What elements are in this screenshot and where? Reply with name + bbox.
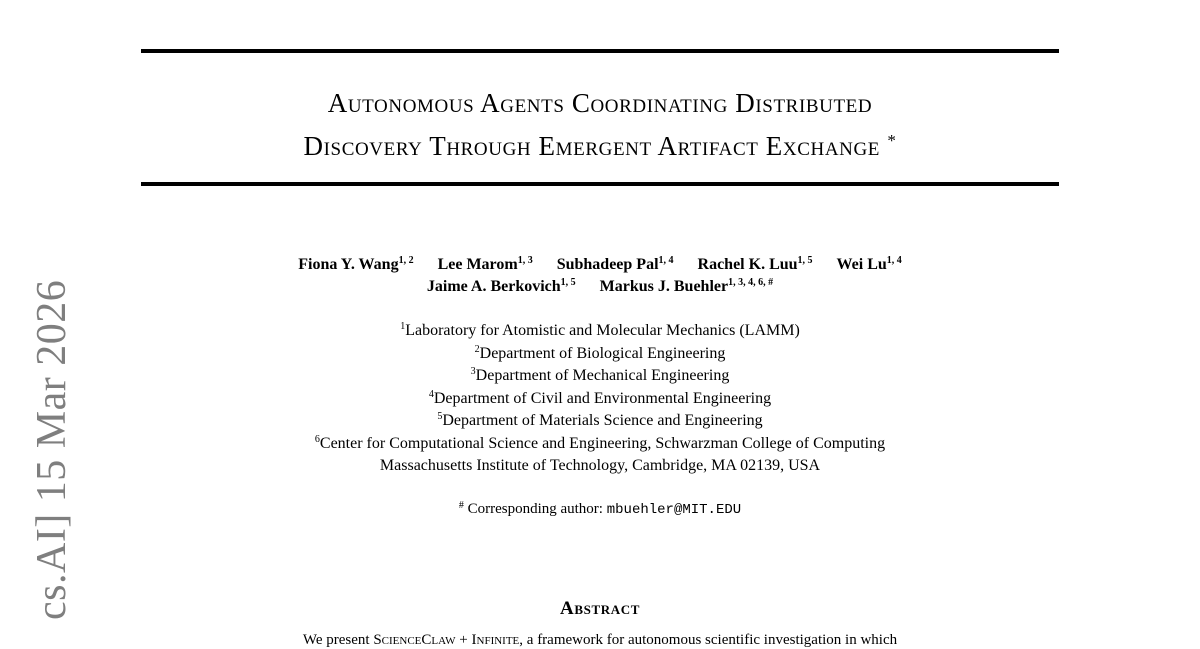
abstract-heading: Abstract: [560, 598, 640, 619]
abstract-system-name-2: Infinite: [471, 632, 520, 648]
author-list: [100, 254, 1100, 298]
affiliation-mark: 4: [428, 388, 434, 400]
author-affiliation-marks: 1, 5: [560, 277, 576, 288]
author-name: Jaime A. Berkovich: [426, 278, 561, 295]
affiliation-line: [100, 365, 1100, 388]
arxiv-identifier-stamp: cs.AI] 15 Mar 2026: [29, 279, 75, 620]
author-name: Subhadeep Pal: [556, 256, 659, 273]
author-affiliation-marks: 1, 3, 4, 6, #: [728, 277, 774, 288]
title-footnote-mark[interactable]: *: [887, 131, 897, 150]
author-name: Lee Marom: [437, 256, 518, 273]
corresponding-author: [100, 500, 1100, 518]
author-name: Wei Lu: [836, 256, 887, 273]
affiliation-list: [100, 320, 1100, 478]
author-name: Markus J. Buehler: [599, 278, 729, 295]
author: [438, 254, 533, 276]
author-affiliation-marks: 1, 4: [886, 255, 902, 266]
affiliation-mark: 3: [470, 366, 476, 377]
affiliation-mark: 5: [437, 411, 443, 422]
author-row-2: [100, 276, 1100, 298]
affiliation-text: Laboratory for Atomistic and Molecular Mechanics (LAMM): [405, 322, 800, 339]
paper-title: [141, 84, 1059, 165]
author: [427, 276, 576, 298]
author: [557, 254, 674, 276]
affiliation-line: [100, 320, 1100, 343]
author-row-1: [100, 254, 1100, 276]
author: [837, 254, 902, 276]
affiliation-line: [100, 410, 1100, 433]
affiliation-text: Department of Civil and Environmental Engineering: [433, 389, 772, 407]
author-name: Fiona Y. Wang: [298, 256, 399, 273]
abstract-plus: +: [459, 632, 468, 648]
affiliation-text: Department of Mechanical Engineering: [475, 367, 730, 384]
affiliation-text: Department of Biological Engineering: [479, 344, 726, 362]
abstract-lead: We present: [302, 632, 370, 648]
title-rule-bottom: [141, 182, 1059, 186]
affiliation-line: [100, 433, 1100, 456]
abstract-rest: , a framework for autonomous scientific investigation in which: [519, 632, 898, 648]
affiliation-line: [100, 343, 1100, 366]
abstract-system-name-1: ScienceClaw: [373, 632, 456, 648]
title-rule-top: [141, 49, 1059, 53]
author-affiliation-marks: 1, 3: [517, 255, 533, 266]
corresponding-mark: #: [458, 500, 464, 511]
title-line-2-text: Discovery Through Emergent Artifact Exchange: [303, 131, 880, 161]
affiliation-line: [100, 455, 1100, 478]
affiliation-text: Center for Computational Science and Engineering, Schwarzman College of Computing: [319, 434, 886, 452]
corresponding-email-link[interactable]: mbuehler@MIT.EDU: [606, 502, 742, 518]
abstract-first-line: [180, 632, 1020, 649]
author: [600, 276, 773, 298]
affiliation-line: [100, 388, 1100, 411]
author: [698, 254, 813, 276]
title-line-2: [141, 122, 1059, 165]
author-affiliation-marks: 1, 5: [797, 255, 813, 266]
affiliation-text: Massachusetts Institute of Technology, Cambridge, MA 02139, USA: [379, 457, 821, 474]
author-affiliation-marks: 1, 2: [398, 255, 414, 266]
author-name: Rachel K. Luu: [697, 256, 798, 273]
author-affiliation-marks: 1, 4: [658, 255, 674, 266]
author: [298, 254, 413, 276]
affiliation-mark: 2: [474, 343, 480, 355]
affiliation-mark: 1: [400, 321, 406, 332]
affiliation-text: Department of Materials Science and Engineering: [442, 412, 763, 429]
corresponding-label: Corresponding author:: [467, 501, 603, 517]
title-line-1: Autonomous Agents Coordinating Distributed: [327, 88, 873, 118]
affiliation-mark: 6: [314, 433, 320, 445]
